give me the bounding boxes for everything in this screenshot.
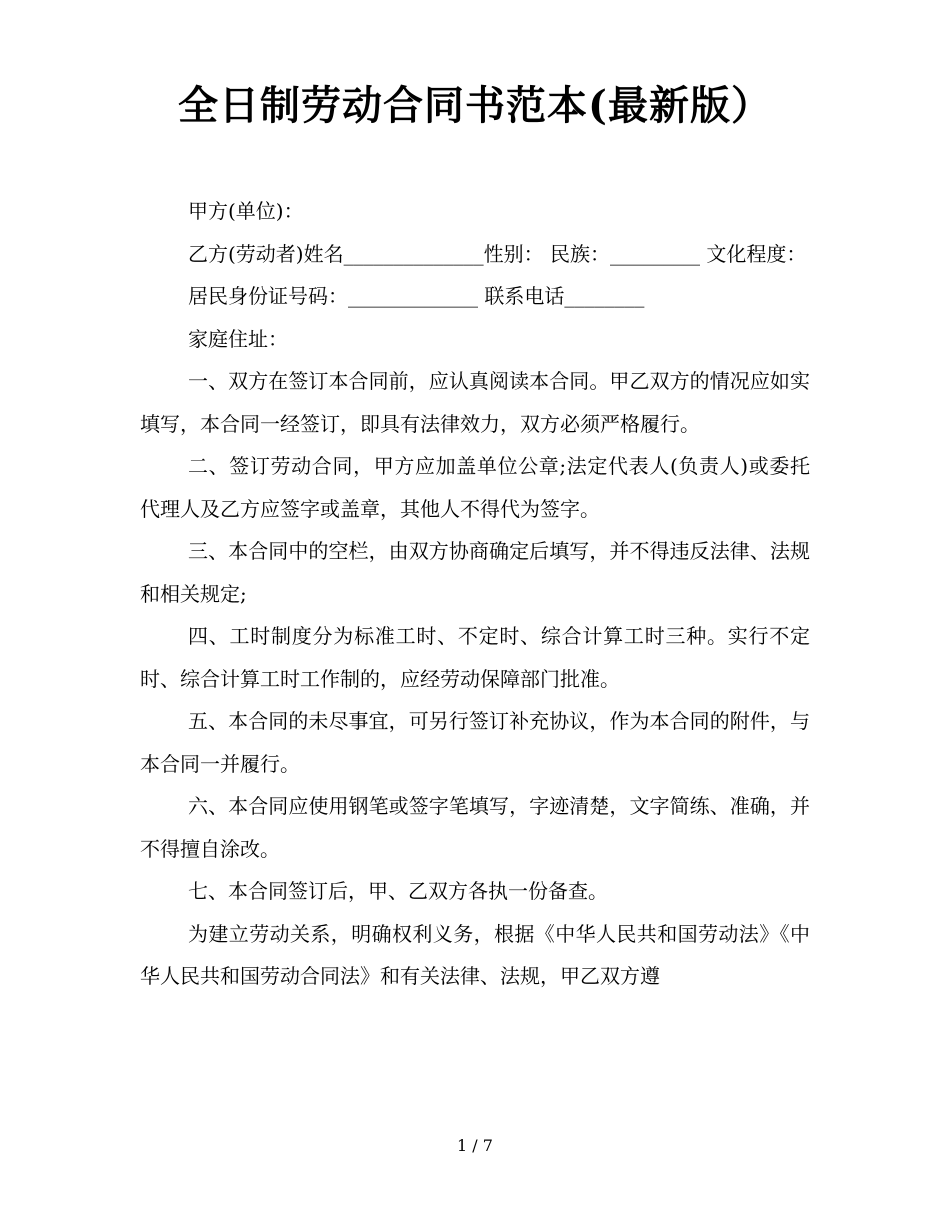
paragraph-clause-6: 六、本合同应使用钢笔或签字笔填写，字迹清楚，文字简练、准确，并不得擅自涂改。 — [140, 794, 810, 861]
paragraph-clause-5: 五、本合同的未尽事宜，可另行签订补充协议，作为本合同的附件，与本合同一并履行。 — [140, 709, 810, 776]
paragraph-preamble: 为建立劳动关系，明确权利义务，根据《中华人民共和国劳动法》《中华人民共和国劳动合同法》和有关法律、法规，甲乙双方遵 — [140, 921, 810, 988]
paragraph-clause-7: 七、本合同签订后，甲、乙双方各执一份备查。 — [188, 879, 608, 903]
paragraph-id-phone: 居民身份证号码：_____________ 联系电话________ — [188, 284, 645, 308]
paragraph-party-b: 乙方(劳动者)姓名______________性别： 民族：_________ 文化程度： — [188, 241, 807, 266]
paragraph-address: 家庭住址： — [188, 326, 288, 351]
paragraph-party-a: 甲方(单位)： — [188, 199, 304, 223]
paragraph-clause-1: 一、双方在签订本合同前，应认真阅读本合同。甲乙双方的情况应如实填写，本合同一经签订，即具有法律效力，双方必须严格履行。 — [140, 369, 810, 436]
paragraph-clause-2: 二、签订劳动合同，甲方应加盖单位公章;法定代表人(负责人)或委托代理人及乙方应签字或盖章，其他人不得代为签字。 — [140, 454, 810, 521]
page-number: 1 / 7 — [457, 1136, 493, 1155]
paragraph-clause-3: 三、本合同中的空栏，由双方协商确定后填写，并不得违反法律、法规和相关规定; — [140, 539, 810, 606]
document-body — [140, 190, 810, 998]
paragraph-clause-4: 四、工时制度分为标准工时、不定时、综合计算工时三种。实行不定时、综合计算工时工作制的，应经劳动保障部门批准。 — [140, 624, 810, 691]
document-title: 全日制劳动合同书范本(最新版） — [178, 82, 772, 129]
